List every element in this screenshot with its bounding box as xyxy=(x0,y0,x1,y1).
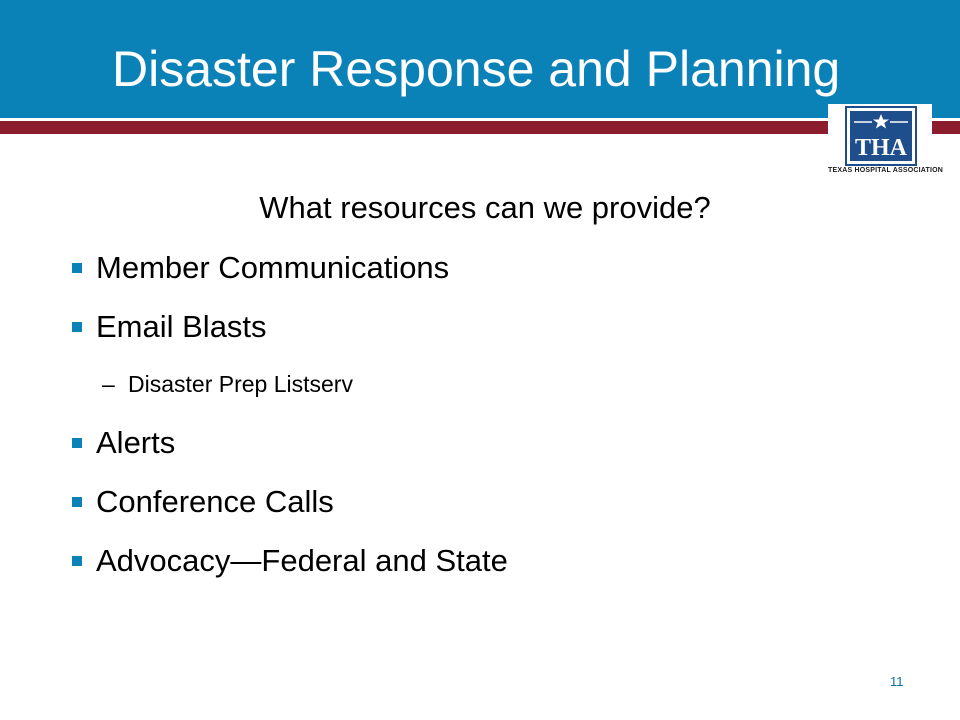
page-number: 11 xyxy=(890,674,904,689)
slide-title: Disaster Response and Planning xyxy=(112,41,841,97)
square-bullet-icon xyxy=(72,438,82,448)
logo-letters: THA xyxy=(854,135,908,161)
tha-logo xyxy=(828,104,944,178)
title-bar xyxy=(0,0,960,118)
square-bullet-icon xyxy=(72,322,82,332)
square-bullet-icon xyxy=(72,556,82,566)
square-bullet-icon xyxy=(72,263,82,273)
bullet-item-text: Email Blasts xyxy=(96,309,267,344)
bullet-item-text: Member Communications xyxy=(96,250,450,285)
divider-stripe-red xyxy=(0,121,960,134)
slide-heading: What resources can we provide? xyxy=(259,190,711,225)
square-bullet-icon xyxy=(72,497,82,507)
logo-caption: TEXAS HOSPITAL ASSOCIATION xyxy=(828,167,944,174)
bullet-item-text: Alerts xyxy=(96,425,176,460)
tha-logo-mark xyxy=(845,106,917,166)
bullet-item-text: Conference Calls xyxy=(96,484,334,519)
sub-item-text: Disaster Prep Listserv xyxy=(128,371,353,397)
bullet-item-text: Advocacy—Federal and State xyxy=(96,543,508,578)
dash-bullet-icon: – xyxy=(102,371,115,397)
